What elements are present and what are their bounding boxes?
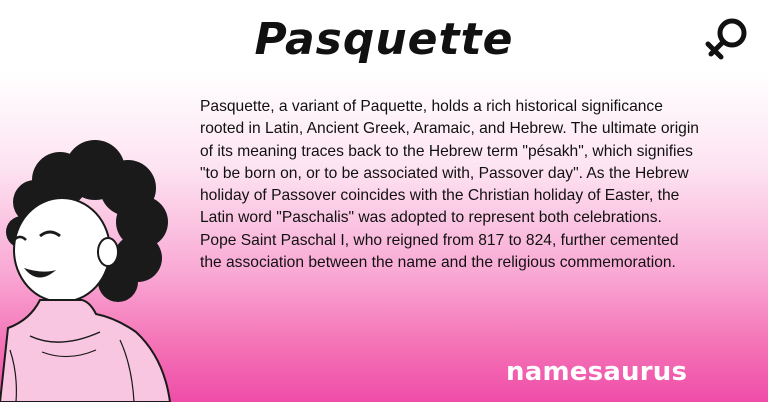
- female-symbol-icon: [702, 14, 752, 64]
- baby-illustration: [0, 140, 185, 402]
- name-title: Pasquette: [254, 14, 514, 65]
- name-description: Pasquette, a variant of Paquette, holds a rich historical significance rooted in Latin, Ancient Greek, Aramaic, and Hebrew. The ultimate origin of its meaning traces back to the Hebrew term "pésakh", which signifies "to be born on, or to be associated with, Passover day". As the Hebrew holiday of Passover coincides with the Christian holiday of Easter, the Latin word "Paschalis" was adopted to represent both celebrations. Pope Saint Paschal I, who reigned from 817 to 824, further cemented the association between the name and the religious commemoration.: [200, 98, 699, 272]
- brand-name: namesaurus: [506, 357, 688, 387]
- namesaurus-logo[interactable]: [506, 352, 736, 392]
